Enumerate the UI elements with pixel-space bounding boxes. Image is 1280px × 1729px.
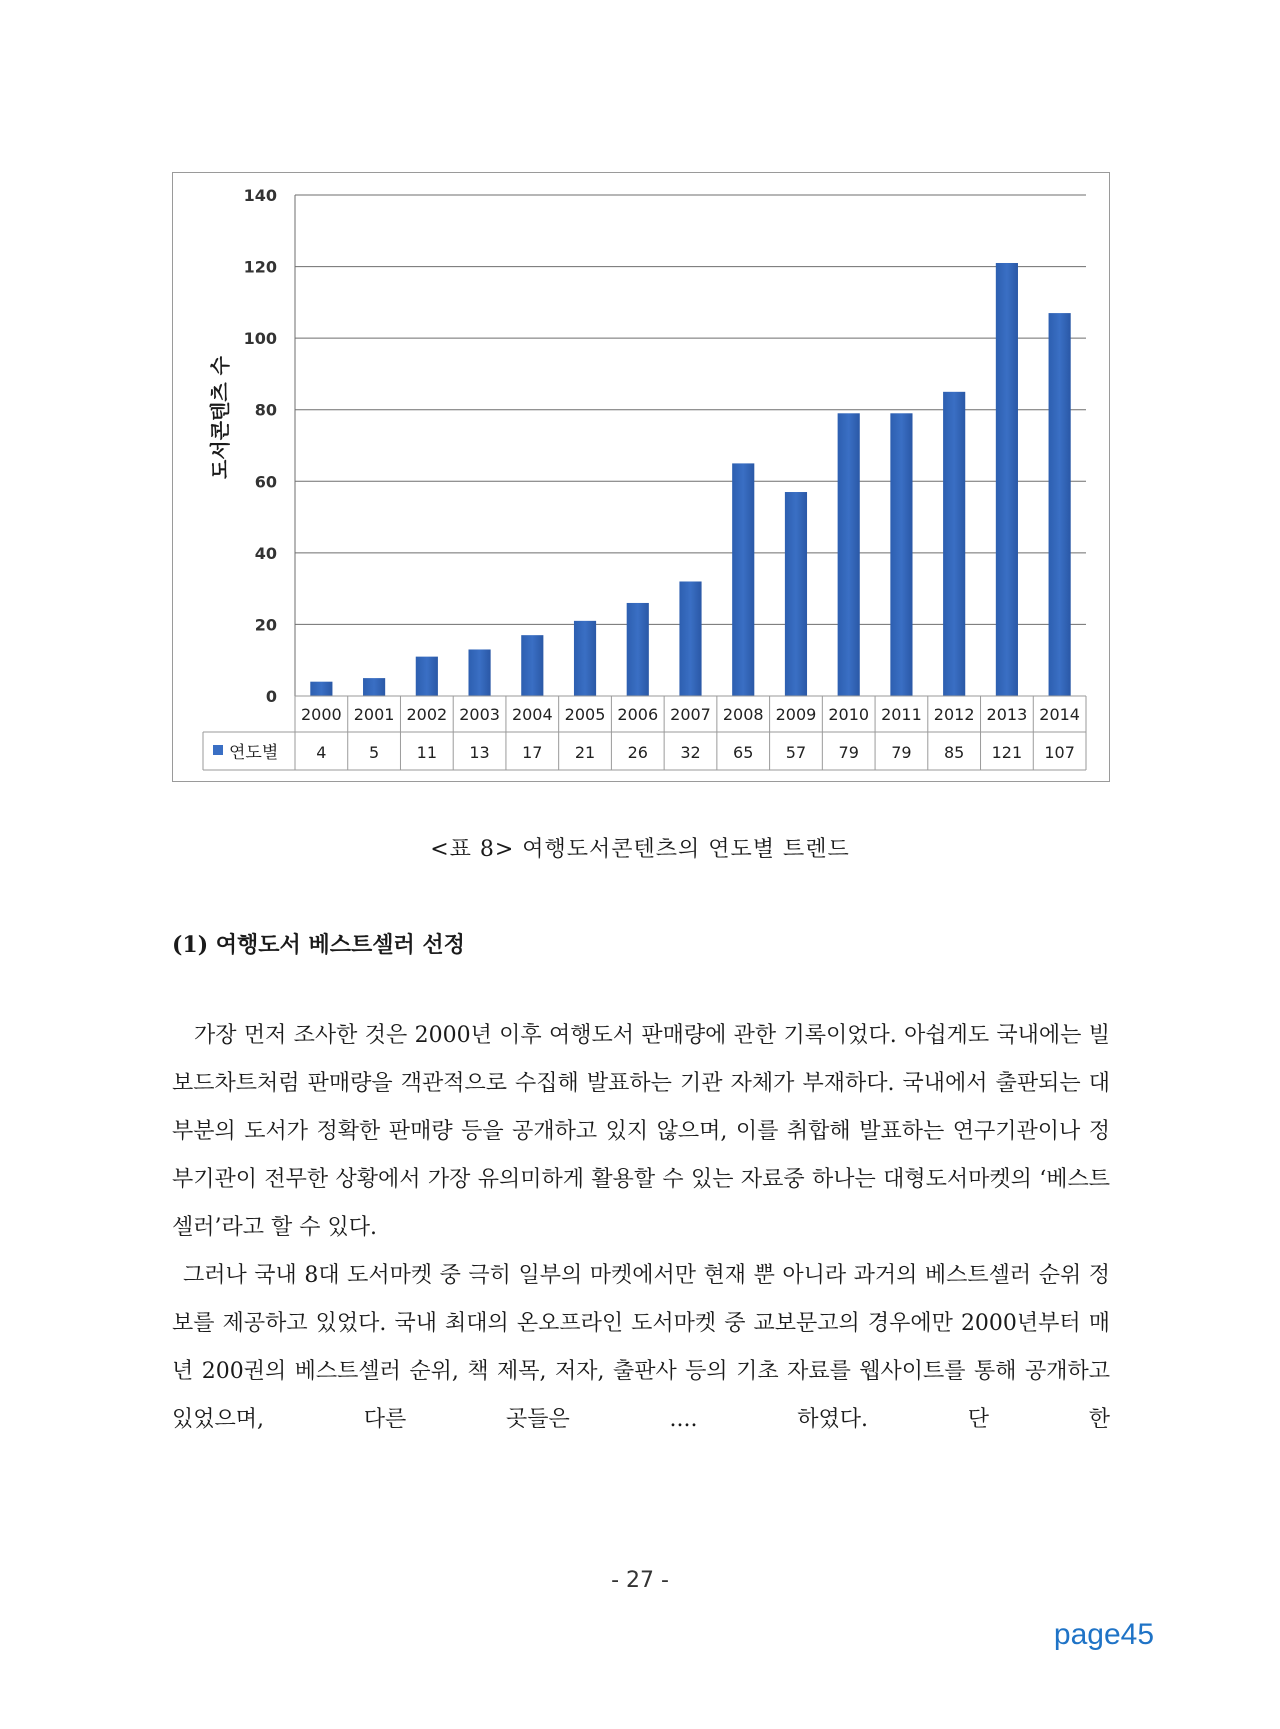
- bar: [996, 263, 1018, 696]
- x-category-label: 2004: [511, 705, 553, 724]
- x-category-label: 2003: [459, 705, 500, 724]
- y-tick-label: 60: [254, 472, 277, 492]
- data-value-label: 4: [316, 743, 327, 762]
- x-category-label: 2010: [828, 705, 870, 724]
- x-category-label: 2007: [670, 705, 711, 724]
- bar: [468, 649, 490, 696]
- data-value-label: 57: [785, 743, 807, 762]
- x-category-label: 2012: [933, 705, 975, 724]
- bar: [310, 682, 332, 696]
- data-value-label: 85: [943, 743, 965, 762]
- bar: [1049, 313, 1071, 696]
- data-value-label: 32: [680, 743, 701, 762]
- legend-swatch: [213, 745, 223, 755]
- figure-caption: <표 8> 여행도서콘텐츠의 연도별 트렌드: [430, 837, 850, 862]
- y-tick-label: 100: [243, 329, 277, 349]
- x-category-label: 2006: [617, 705, 659, 724]
- bar: [574, 621, 596, 696]
- x-category-label: 2013: [986, 705, 1028, 724]
- x-category-label: 2008: [722, 705, 764, 724]
- bar: [627, 603, 649, 696]
- bar: [838, 413, 860, 696]
- chart-svg: [173, 173, 1109, 781]
- bar: [521, 635, 543, 696]
- paragraph-1: 가장 먼저 조사한 것은 2000년 이후 여행도서 판매량에 관한 기록이었다. 아쉽게도 국내에는 빌보드차트처럼 판매량을 객관적으로 수집해 발표하는 기관 자체가 부재하다. 국내에서 출판되는 대부분의 도서가 정확한 판매량 등을 공개하고 있지 않으며, 이를 취합해 발표하는 연구기관이나 정부기관이 전무한 상황에서 가장 유의미하게 활용할 수 있는 자료중 하나는 대형도서마켓의 ‘베스트셀러’라고 할 수 있다.: [172, 1023, 1110, 1240]
- data-value-label: 13: [469, 743, 490, 762]
- data-value-label: 5: [369, 743, 380, 762]
- bar-chart: [172, 172, 1110, 782]
- x-category-label: 2005: [564, 705, 606, 724]
- section-heading: (1) 여행도서 베스트셀러 선정: [172, 932, 465, 958]
- body-text: [172, 1012, 1110, 1444]
- x-category-label: 2009: [775, 705, 817, 724]
- paragraph-2: 그러나 국내 8대 도서마켓 중 극히 일부의 마켓에서만 현재 뿐 아니라 과거의 베스트셀러 순위 정보를 제공하고 있었다. 국내 최대의 온오프라인 도서마켓 중 교보문고의 경우에만 2000년부터 매년 200권의 베스트셀러 순위, 책 제목, 저자, 출판사 등의 기초 자료를 웹사이트를 통해 공개하고 있었으며, 다른 곳들은 .... 하였다. 단 한: [172, 1263, 1110, 1432]
- data-value-label: 79: [838, 743, 859, 762]
- bar: [732, 463, 754, 696]
- data-value-label: 26: [627, 743, 648, 762]
- bar: [679, 581, 701, 696]
- y-axis-label: 도서콘텐츠 수: [208, 356, 232, 479]
- page-tag: page45: [1053, 1618, 1154, 1651]
- data-value-label: 65: [733, 743, 754, 762]
- x-category-label: 2014: [1039, 705, 1080, 724]
- y-tick-label: 120: [243, 257, 277, 277]
- data-value-label: 11: [416, 743, 438, 762]
- bar: [785, 492, 807, 696]
- bar: [363, 678, 385, 696]
- y-tick-label: 20: [254, 615, 277, 635]
- bar: [890, 413, 912, 696]
- y-tick-label: 40: [254, 543, 277, 563]
- x-category-label: 2011: [881, 705, 922, 724]
- x-category-label: 2000: [301, 705, 342, 724]
- data-value-label: 79: [891, 743, 912, 762]
- data-value-label: 17: [522, 743, 543, 762]
- bar: [416, 657, 438, 696]
- x-category-label: 2002: [406, 705, 448, 724]
- y-tick-label: 0: [265, 687, 277, 706]
- x-category-label: 2001: [353, 705, 395, 724]
- data-value-label: 107: [1044, 743, 1075, 762]
- bar: [943, 392, 965, 696]
- legend-label: 연도별: [229, 743, 279, 763]
- page-number: - 27 -: [611, 1568, 669, 1593]
- y-tick-label: 80: [254, 400, 277, 420]
- data-value-label: 121: [991, 743, 1023, 762]
- y-tick-label: 140: [243, 186, 277, 205]
- data-value-label: 21: [574, 743, 596, 762]
